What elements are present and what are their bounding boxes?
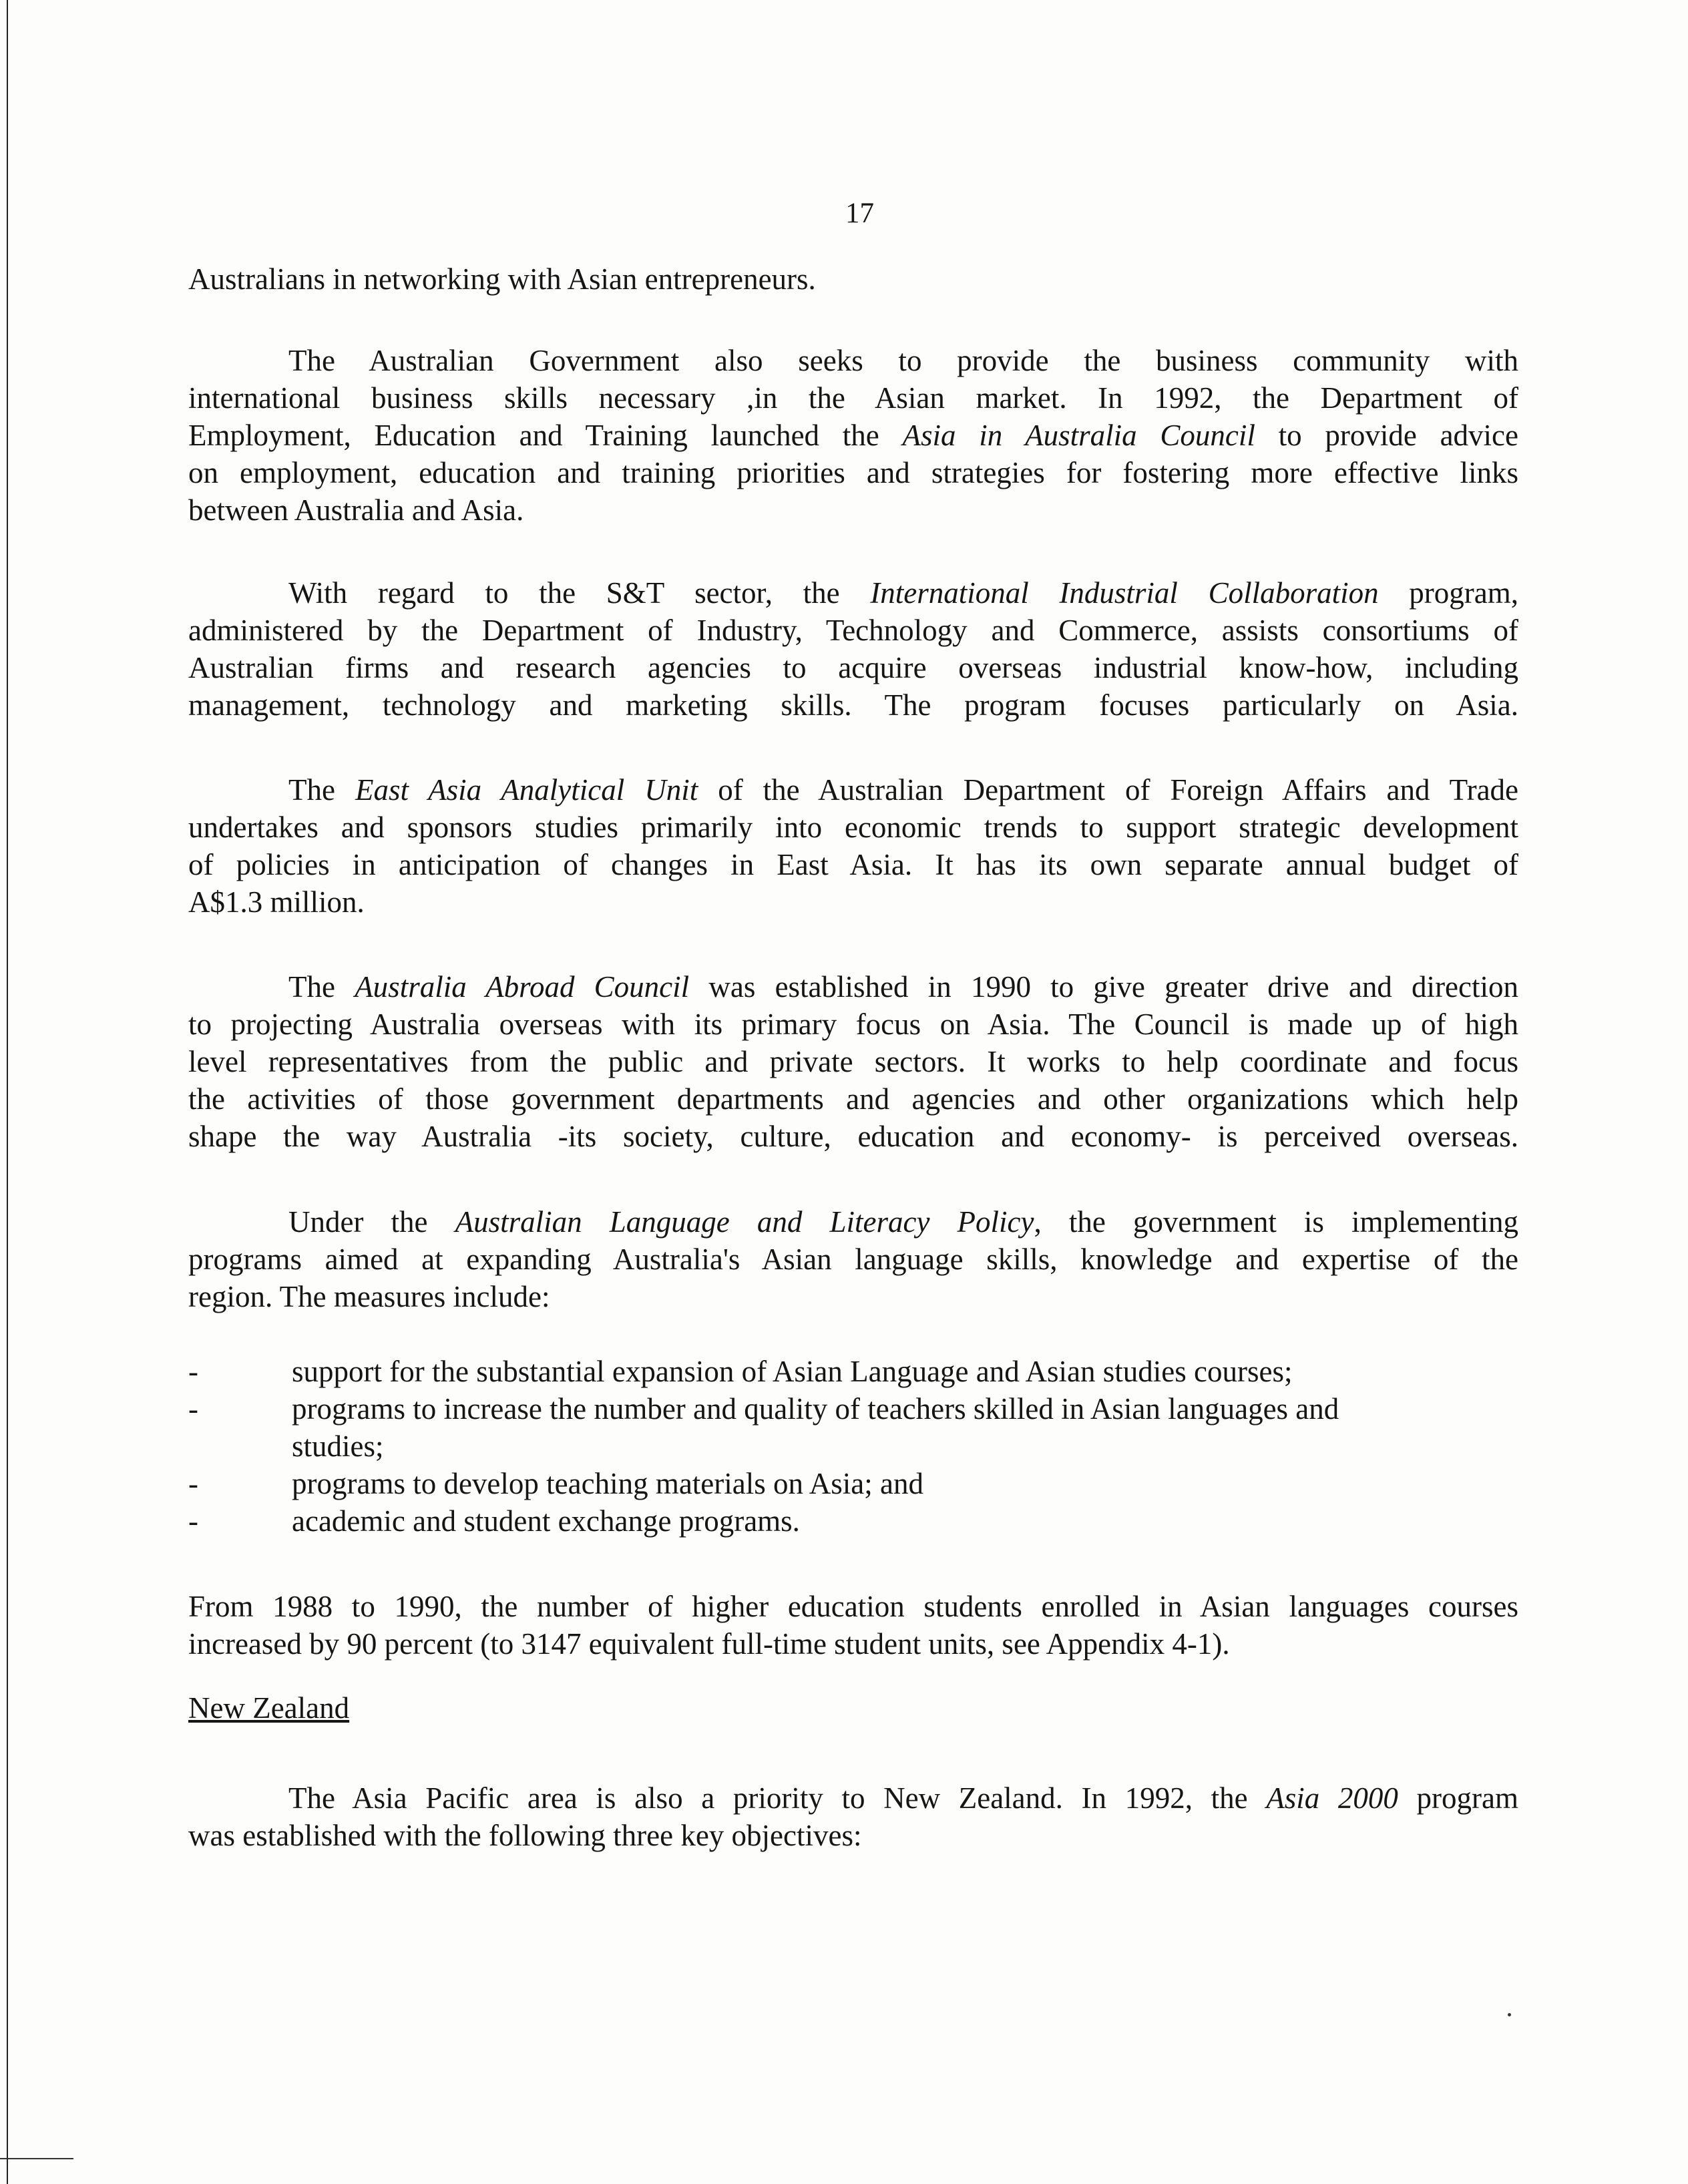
paragraph-enrolment-statistics <box>188 1588 1518 1663</box>
text-run: Under the <box>288 1205 455 1239</box>
paragraph-government-business-skills <box>188 342 1518 529</box>
scan-left-edge-line <box>7 0 8 2184</box>
paragraph-east-asia-analytical-unit <box>188 771 1518 921</box>
list-item-text: support for the substantial expansion of Asian Language and Asian studies courses; <box>292 1355 1293 1388</box>
list-item-text: programs to develop teaching materials on Asia; and <box>292 1467 923 1500</box>
list-item-text: studies; <box>292 1430 384 1463</box>
paragraph-line: region. The measures include: <box>188 1280 550 1313</box>
text-run: program <box>1398 1781 1518 1815</box>
paragraph-line: administered by the Department of Industry, Technology and Commerce, assists consortiums of <box>188 614 1518 647</box>
paragraph-line: on employment, education and training priorities and strategies for fostering more effective links <box>188 456 1518 489</box>
program-name-asia-2000: Asia 2000 <box>1266 1781 1398 1815</box>
paragraph-st-sector <box>188 574 1518 724</box>
page-number: 17 <box>845 198 874 229</box>
measures-list <box>188 1353 1518 1540</box>
paragraph-line: programs aimed at expanding Australia's Asian language skills, knowledge and expertise of the <box>188 1243 1518 1276</box>
scan-bottom-edge-mark <box>0 2158 73 2159</box>
paragraph-line: international business skills necessary ,in the Asian market. In 1992, the Department of <box>188 381 1518 415</box>
paragraph-line: the activities of those government departments and agencies and other organizations which help <box>188 1082 1518 1116</box>
program-name-east-asia-analytical-unit: East Asia Analytical Unit <box>355 773 698 807</box>
paragraph-line: increased by 90 percent (to 3147 equivalent full-time student units, see Appendix 4-1). <box>188 1627 1230 1661</box>
program-name-australia-abroad-council: Australia Abroad Council <box>355 970 690 1004</box>
scan-speck <box>1508 2013 1511 2016</box>
list-dash: - <box>188 1504 198 1538</box>
paragraph-new-zealand-asia-2000 <box>188 1779 1518 1854</box>
paragraph-line <box>188 1203 1518 1241</box>
paragraph-line: shape the way Australia -its society, culture, education and economy- is perceived overseas. <box>188 1120 1518 1153</box>
program-name-international-industrial-collaboration: International Industrial Collaboration <box>870 576 1379 610</box>
list-dash: - <box>188 1392 198 1426</box>
text-run: With regard to the S&T sector, the <box>288 576 871 610</box>
text-run: The <box>288 970 355 1004</box>
text-run: The <box>288 773 355 807</box>
section-heading-new-zealand: New Zealand <box>188 1691 350 1725</box>
paragraph-line <box>188 771 1518 809</box>
paragraph-line: From 1988 to 1990, the number of higher education students enrolled in Asian languages courses <box>188 1590 1518 1623</box>
list-item-text: programs to increase the number and quality of teachers skilled in Asian languages and <box>292 1392 1339 1426</box>
paragraph-line: A$1.3 million. <box>188 885 365 919</box>
paragraph-line: level representatives from the public and private sectors. It works to help coordinate and focus <box>188 1045 1518 1078</box>
paragraph-line <box>188 417 1518 454</box>
text-run: The Asia Pacific area is also a priority to New Zealand. In 1992, the <box>288 1781 1267 1815</box>
paragraph-line: was established with the following three key objectives: <box>188 1819 862 1852</box>
paragraph-line <box>188 968 1518 1006</box>
list-item <box>188 1390 1518 1465</box>
paragraph-line: undertakes and sponsors studies primarily into economic trends to support strategic development <box>188 811 1518 844</box>
intro-paragraph <box>188 260 1518 298</box>
list-dash: - <box>188 1467 198 1500</box>
paragraph-line: between Australia and Asia. <box>188 493 524 527</box>
program-name-asia-in-australia-council: Asia in Australia Council <box>902 419 1255 452</box>
paragraph-line: The Australian Government also seeks to provide the business community with <box>288 344 1518 377</box>
text-run: , the government is implementing <box>1034 1205 1519 1239</box>
paragraph-line: management, technology and marketing skills. The program focuses particularly on Asia. <box>188 688 1518 722</box>
policy-name-australian-language-and-literacy-policy: Australian Language and Literacy Policy <box>455 1205 1034 1239</box>
text-run: of the Australian Department of Foreign Affairs and Trade <box>698 773 1519 807</box>
list-item <box>188 1502 1518 1540</box>
paragraph-australia-abroad-council <box>188 968 1518 1155</box>
paragraph-line: Australian firms and research agencies to acquire overseas industrial know-how, including <box>188 651 1518 684</box>
intro-line: Australians in networking with Asian entrepreneurs. <box>188 262 816 296</box>
paragraph-language-literacy-policy <box>188 1203 1518 1315</box>
list-dash: - <box>188 1355 198 1388</box>
text-run: program, <box>1378 576 1518 610</box>
paragraph-line: of policies in anticipation of changes in East Asia. It has its own separate annual budget of <box>188 848 1518 881</box>
text-run: to provide advice <box>1255 419 1518 452</box>
text-run: Employment, Education and Training launched the <box>188 419 903 452</box>
paragraph-line <box>188 1779 1518 1817</box>
paragraph-line: to projecting Australia overseas with its primary focus on Asia. The Council is made up of high <box>188 1008 1518 1041</box>
list-item <box>188 1465 1518 1502</box>
paragraph-line <box>188 574 1518 612</box>
list-item-text: academic and student exchange programs. <box>292 1504 800 1538</box>
list-item <box>188 1353 1518 1390</box>
text-run: was established in 1990 to give greater drive and direction <box>689 970 1518 1004</box>
